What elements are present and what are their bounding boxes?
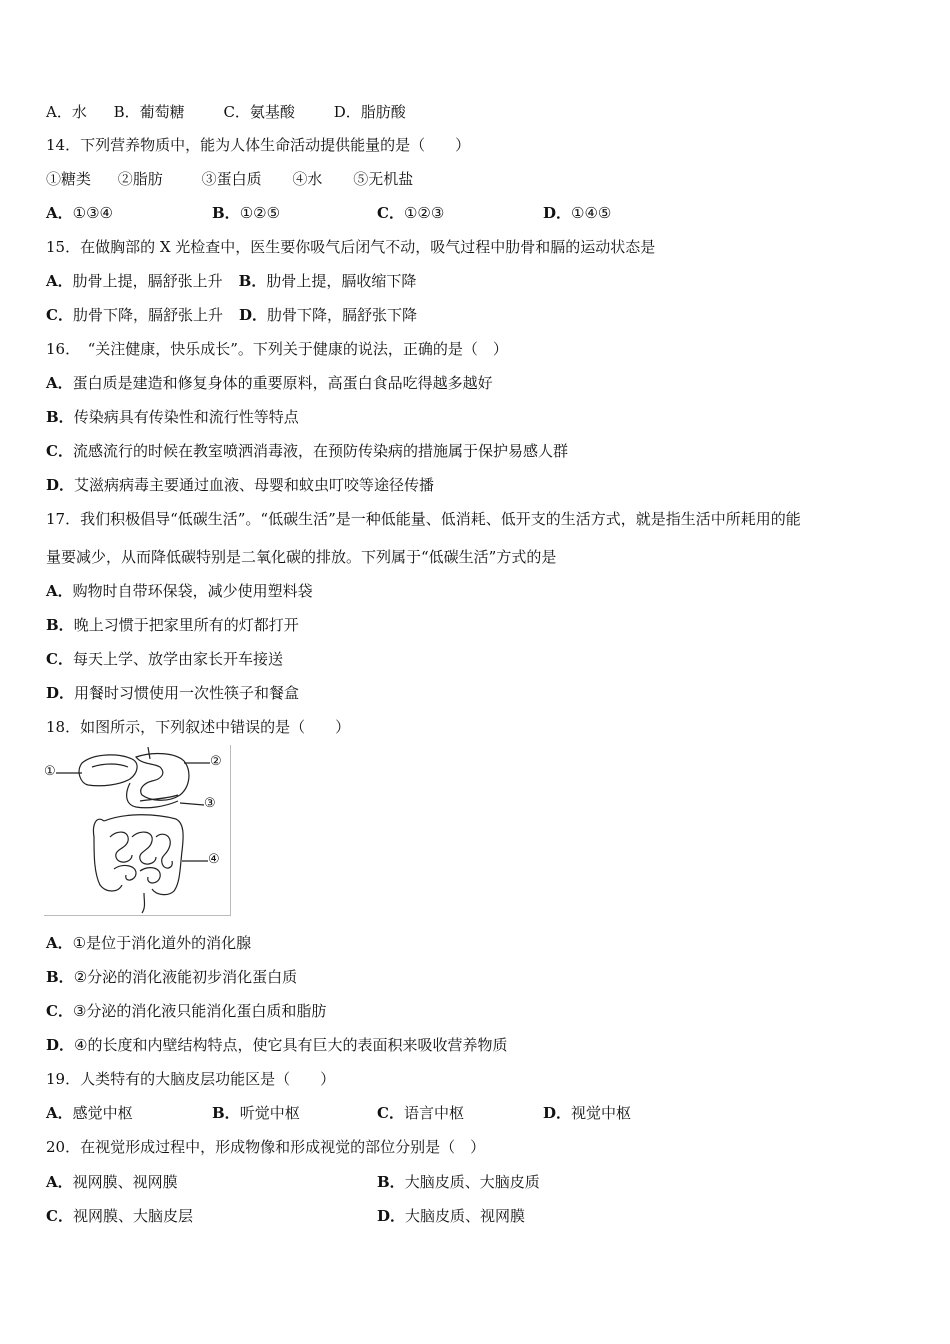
q20-option-a: A．视网膜、视网膜: [46, 1173, 178, 1191]
q14-item: ①糖类: [46, 170, 92, 188]
q19-option-a: A．感觉中枢: [46, 1104, 133, 1122]
q17-option-b: B．晚上习惯于把家里所有的灯都打开: [46, 616, 299, 634]
q15-options-ab: A．肋骨上提，膈舒张上升 B．肋骨上提，膈收缩下降: [46, 272, 417, 290]
q18-option-c: C．③分泌的消化液只能消化蛋白质和脂肪: [46, 1002, 327, 1020]
q14-item: ③蛋白质: [201, 170, 262, 188]
q19-option-d: D．视觉中枢: [543, 1104, 632, 1122]
q18-option-a: A．①是位于消化道外的消化腺: [46, 934, 252, 952]
q20-stem: 20．在视觉形成过程中，形成物像和形成视觉的部位分别是（ ）: [46, 1138, 486, 1156]
q14-item: ④水: [292, 170, 323, 188]
q15-option-a: 肋骨上提，膈舒张上升: [72, 272, 223, 290]
q15-option-c: 肋骨下降，膈舒张上升: [72, 306, 223, 324]
q18-option-d: D．④的长度和内壁结构特点，使它具有巨大的表面积来吸收营养物质: [46, 1036, 508, 1054]
figure-label-3: ③: [204, 796, 216, 811]
q16-option-d: D．艾滋病病毒主要通过血液、母婴和蚊虫叮咬等途径传播: [46, 476, 435, 494]
q19-option-b: B．听觉中枢: [212, 1104, 300, 1122]
q19-stem: 19．人类特有的大脑皮层功能区是（ ）: [46, 1070, 336, 1088]
q13-option-b: B．葡萄糖: [113, 103, 185, 121]
q15-option-b: 肋骨上提，膈收缩下降: [266, 272, 417, 290]
q14-items: [46, 169, 413, 189]
q15-stem: 15．在做胸部的 X 光检查中，医生要你吸气后闭气不动，吸气过程中肋骨和膈的运动状态是: [46, 238, 656, 256]
q17-option-a: A．购物时自带环保袋，减少使用塑料袋: [46, 582, 313, 600]
q13-option-d: D．脂肪酸: [333, 103, 406, 121]
q13-option-c: C．氨基酸: [223, 103, 295, 121]
q16-stem: 16． “关注健康，快乐成长”。下列关于健康的说法，正确的是（ ）: [46, 340, 508, 358]
q14-item: ⑤无机盐: [353, 170, 414, 188]
q14-stem: 14．下列营养物质中，能为人体生命活动提供能量的是（ ）: [46, 136, 471, 154]
q14-option-a: A．①③④: [46, 204, 113, 222]
q13-options: [46, 102, 406, 122]
q16-option-a: A．蛋白质是建造和修复身体的重要原料，高蛋白食品吃得越多越好: [46, 374, 493, 392]
q17-option-c: C．每天上学、放学由家长开车接送: [46, 650, 283, 668]
q14-option-b: B．①②⑤: [212, 204, 281, 222]
q13-option-a: A．水: [46, 103, 87, 121]
q14-option-c: C．①②③: [377, 204, 445, 222]
figure-label-2: ②: [210, 754, 222, 769]
q18-option-b: B．②分泌的消化液能初步消化蛋白质: [46, 968, 298, 986]
figure-label-4: ④: [208, 852, 220, 867]
q15-option-d: 肋骨下降，膈舒张下降: [266, 306, 417, 324]
figure-label-1: ①: [44, 764, 56, 779]
q20-option-c: C．视网膜、大脑皮层: [46, 1207, 193, 1225]
q16-option-b: B．传染病具有传染性和流行性等特点: [46, 408, 299, 426]
q15-options-cd: C．肋骨下降，膈舒张上升 D．肋骨下降，膈舒张下降: [46, 306, 417, 324]
q18-stem: 18．如图所示，下列叙述中错误的是（ ）: [46, 718, 351, 736]
q20-option-b: B．大脑皮质、大脑皮质: [377, 1173, 540, 1191]
q17-stem-line1: 17．我们积极倡导“低碳生活”。“低碳生活”是一种低能量、低消耗、低开支的生活方式，就是指生活中所耗用的能: [46, 510, 801, 528]
q14-item: ②脂肪: [117, 170, 163, 188]
q17-stem-line2: 量要减少，从而降低碳特别是二氧化碳的排放。下列属于“低碳生活”方式的是: [46, 548, 557, 566]
q14-option-d: D．①④⑤: [543, 204, 612, 222]
q20-option-d: D．大脑皮质、视网膜: [377, 1207, 526, 1225]
q16-option-c: C．流感流行的时候在教室喷洒消毒液，在预防传染病的措施属于保护易感人群: [46, 442, 568, 460]
digestive-system-figure: [44, 745, 231, 916]
q17-option-d: D．用餐时习惯使用一次性筷子和餐盒: [46, 684, 300, 702]
q19-option-c: C．语言中枢: [377, 1104, 464, 1122]
